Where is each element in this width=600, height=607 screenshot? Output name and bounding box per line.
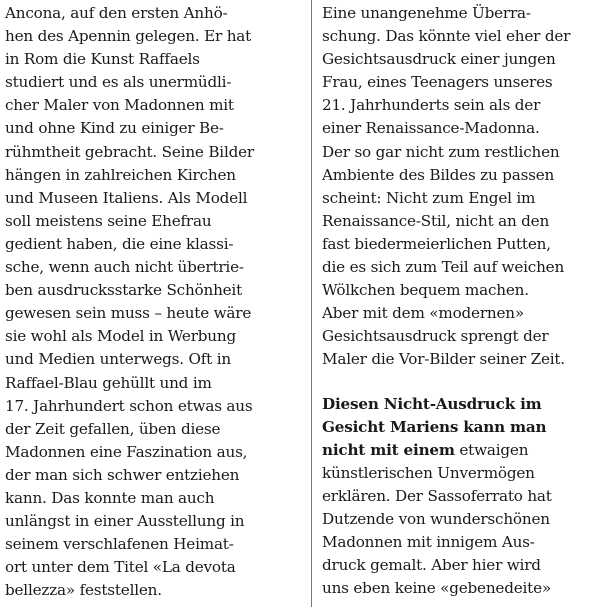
text-line: 17. Jahrhundert schon etwas aus — [5, 396, 253, 415]
text-line: gewesen sein muss – heute wäre — [5, 304, 252, 323]
text-line: Dutzende von wunderschönen — [322, 509, 550, 528]
paragraph-2 — [322, 393, 600, 601]
text-line: und Medien unterwegs. Oft in — [5, 350, 231, 369]
text-line: cher Maler von Madonnen mit — [5, 96, 234, 115]
mixed-line — [322, 439, 600, 462]
text-line: rühmtheit gebracht. Seine Bilder — [5, 142, 254, 161]
text-line: Eine unangenehme Überra- — [322, 4, 531, 22]
text-line: und ohne Kind zu einiger Be- — [5, 119, 224, 138]
left-column — [5, 2, 305, 602]
text-line: künstlerischen Unvermögen — [322, 463, 535, 482]
text-line: ort unter dem Titel «La devota — [5, 558, 236, 577]
text-fragment: etwaigen — [454, 440, 529, 459]
text-line: schung. Das könnte viel eher der — [322, 27, 571, 46]
text-line: ben ausdrucksstarke Schönheit — [5, 281, 242, 300]
text-line: in Rom die Kunst Raffaels — [5, 50, 200, 69]
right-column — [322, 2, 600, 600]
text-line: gedient haben, die eine klassi- — [5, 234, 234, 253]
text-line: Ancona, auf den ersten Anhö- — [5, 4, 228, 22]
paragraph-1 — [322, 2, 600, 372]
text-line: der man sich schwer entziehen — [5, 465, 240, 484]
text-line: soll meistens seine Ehefrau — [5, 211, 212, 230]
text-line: die es sich zum Teil auf weichen — [322, 258, 565, 277]
text-line: erklären. Der Sassoferrato hat — [322, 486, 552, 505]
bold-lead-line: Gesicht Mariens kann man — [322, 417, 547, 436]
text-line: einer Renaissance-Madonna. — [322, 119, 540, 138]
text-line: Der so gar nicht zum restlichen — [322, 142, 560, 161]
text-line: Gesichtsausdruck einer jungen — [322, 50, 556, 69]
text-line: studiert und es als unermüdli- — [5, 73, 232, 92]
column-divider — [311, 0, 312, 607]
text-line: scheint: Nicht zum Engel im — [322, 188, 536, 207]
text-line: fast biedermeierlichen Putten, — [322, 234, 551, 253]
text-line: bellezza» feststellen. — [5, 581, 162, 600]
text-line: Maler die Vor-Bilder seiner Zeit. — [322, 350, 565, 369]
text-line: Raffael-Blau gehüllt und im — [5, 373, 212, 392]
text-line: der Zeit gefallen, üben diese — [5, 419, 221, 438]
text-line: Aber mit dem «modernen» — [322, 304, 524, 323]
text-line: kann. Das konnte man auch — [5, 488, 215, 507]
bold-lead-line: Diesen Nicht-Ausdruck im — [322, 394, 542, 413]
text-line: unlängst in einer Ausstellung in — [5, 512, 245, 531]
text-line: Madonnen mit innigem Aus- — [322, 533, 535, 552]
paragraph-gap — [322, 372, 600, 393]
text-line: Madonnen eine Faszination aus, — [5, 442, 248, 461]
bold-lead-fragment: nicht mit einem — [322, 440, 455, 459]
text-line: Ambiente des Bildes zu passen — [322, 165, 555, 184]
text-line: Renaissance-Stil, nicht an den — [322, 211, 550, 230]
text-line: hen des Apennin gelegen. Er hat — [5, 27, 252, 46]
text-line: uns eben keine «gebenedeite» — [322, 579, 551, 598]
text-line: seinem verschlafenen Heimat- — [5, 535, 234, 554]
text-line: und Museen Italiens. Als Modell — [5, 188, 248, 207]
text-line: sie wohl als Model in Werbung — [5, 327, 236, 346]
text-line: Frau, eines Teenagers unseres — [322, 73, 553, 92]
text-line: hängen in zahlreichen Kirchen — [5, 165, 236, 184]
text-line: Wölkchen bequem machen. — [322, 281, 529, 300]
text-line: 21. Jahrhunderts sein als der — [322, 96, 541, 115]
text-line: druck gemalt. Aber hier wird — [322, 556, 541, 575]
text-line: Gesichtsausdruck sprengt der — [322, 327, 549, 346]
text-line: sche, wenn auch nicht übertrie- — [5, 258, 244, 277]
